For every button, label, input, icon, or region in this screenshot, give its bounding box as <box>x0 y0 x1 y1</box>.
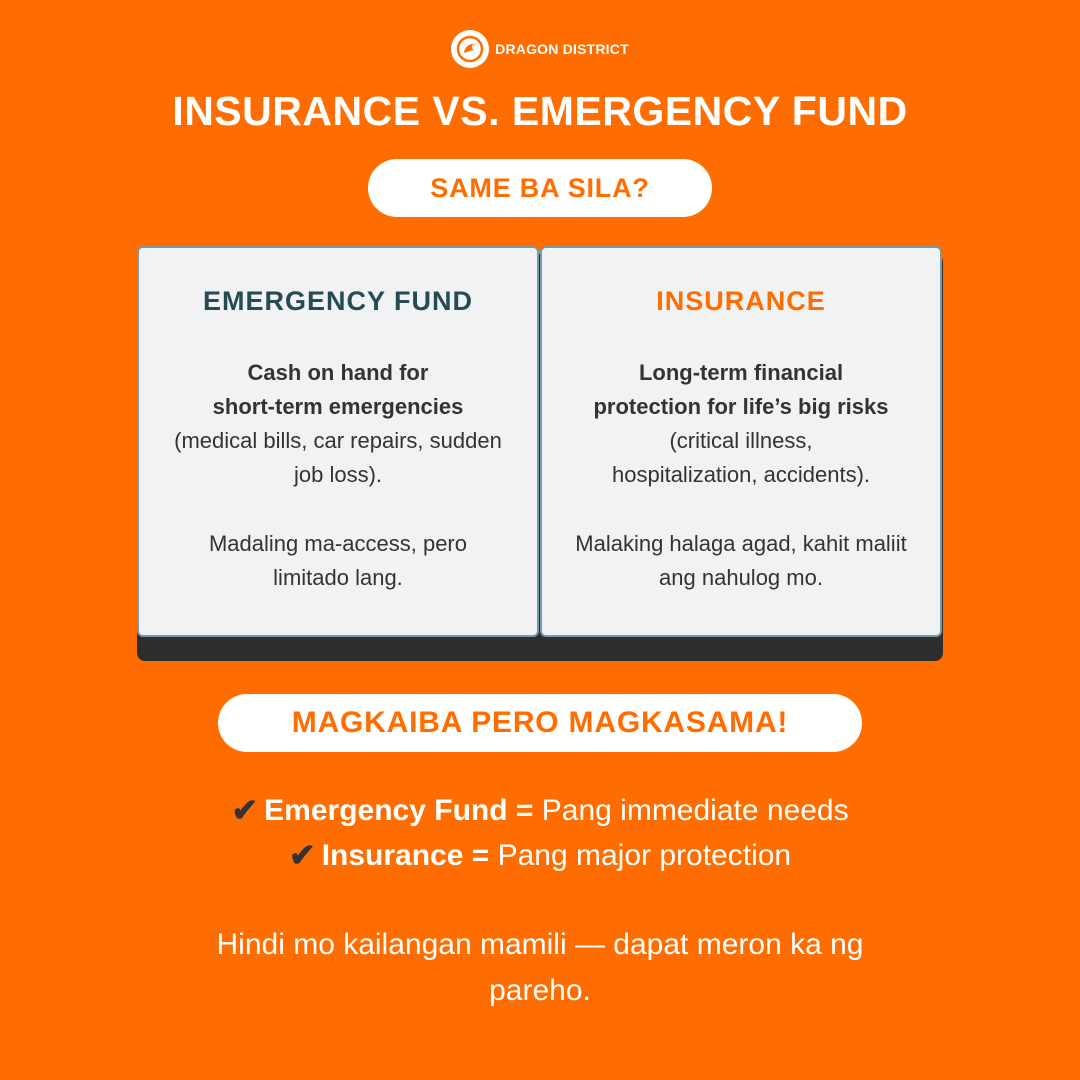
subtitle-pill: SAME BA SILA? <box>368 159 712 217</box>
checklist-item <box>0 788 1080 833</box>
card-title: EMERGENCY FUND <box>202 286 474 316</box>
emergency-fund-card <box>137 246 539 637</box>
card-detail: (critical illness, hospitalization, accidents). <box>611 428 871 487</box>
checklist-item <box>0 833 1080 878</box>
dragon-icon <box>451 30 489 68</box>
card-description <box>542 356 940 492</box>
checkmark-icon: ✔ <box>231 792 259 828</box>
checklist-bold: Insurance = <box>321 839 490 872</box>
card-title: INSURANCE <box>656 286 826 316</box>
checklist-bold: Emergency Fund = <box>264 794 534 827</box>
page-title: INSURANCE VS. EMERGENCY FUND <box>172 88 908 134</box>
checklist <box>0 788 1080 878</box>
card-bold-line: short-term emergencies <box>212 394 464 419</box>
checklist-text <box>322 833 791 878</box>
insurance-card <box>540 246 942 637</box>
card-bold-line: Cash on hand for <box>247 360 429 385</box>
brand-header <box>0 30 1080 68</box>
card-detail: (medical bills, car repairs, sudden job loss). <box>174 428 502 487</box>
checklist-value: Pang major protection <box>497 839 792 872</box>
checkmark-icon: ✔ <box>288 837 316 873</box>
checklist-value: Pang immediate needs <box>541 794 849 827</box>
brand-name: DRAGON DISTRICT <box>495 41 629 57</box>
tagline-pill: MAGKAIBA PERO MAGKASAMA! <box>218 694 862 752</box>
card-note: Malaking halaga agad, kahit maliit ang nahulog mo. <box>575 531 907 590</box>
card-description <box>139 356 537 492</box>
card-bold-line: Long-term financial <box>638 360 844 385</box>
card-bold-line: protection for life’s big risks <box>593 394 889 419</box>
checklist-text <box>264 788 848 833</box>
footer-text: Hindi mo kailangan mamili — dapat meron ka ng pareho. <box>216 928 864 1007</box>
card-note: Madaling ma-access, pero limitado lang. <box>208 531 467 590</box>
